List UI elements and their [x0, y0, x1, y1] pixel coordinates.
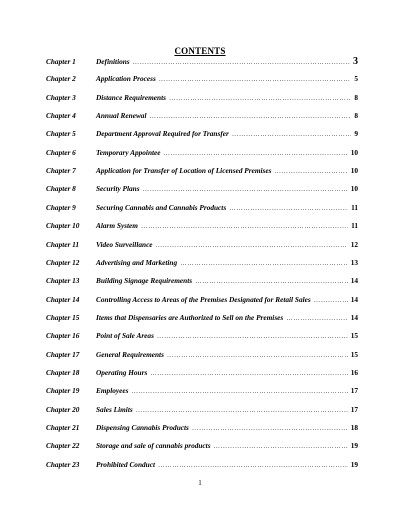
chapter-title: Employees	[96, 386, 129, 395]
page-number: 14	[350, 295, 358, 304]
chapter-number: Chapter 21	[46, 423, 80, 432]
page-number: 5	[354, 74, 358, 83]
chapter-number: Chapter 12	[46, 258, 80, 267]
page-number: 3	[353, 56, 358, 67]
chapter-title: General Requirements	[96, 350, 164, 359]
page-number: 11	[351, 203, 358, 212]
page-number: 10	[350, 184, 358, 193]
page-number: 17	[350, 405, 358, 414]
chapter-number: Chapter 8	[46, 184, 76, 193]
toc-entry[interactable]	[46, 148, 358, 160]
toc-entry[interactable]	[46, 240, 358, 252]
dot-leader	[274, 168, 347, 175]
chapter-title: Definitions	[96, 57, 130, 66]
dot-leader	[214, 443, 348, 450]
dot-leader	[159, 76, 352, 83]
chapter-number: Chapter 14	[46, 295, 80, 304]
page-number: 17	[350, 386, 358, 395]
toc-entry[interactable]	[46, 111, 358, 123]
dot-leader	[131, 388, 347, 395]
chapter-number: Chapter 7	[46, 166, 76, 175]
toc-entry[interactable]	[46, 166, 358, 178]
toc-entry[interactable]	[46, 313, 358, 325]
chapter-number: Chapter 3	[46, 93, 76, 102]
toc-entry[interactable]	[46, 258, 358, 270]
page-number: 19	[350, 441, 358, 450]
page-number: 19	[350, 460, 358, 469]
chapter-number: Chapter 11	[46, 240, 80, 249]
chapter-title: Distance Requirements	[96, 93, 166, 102]
toc-entry[interactable]	[46, 423, 358, 435]
chapter-title: Video Surveillance	[96, 240, 153, 249]
chapter-number: Chapter 4	[46, 111, 76, 120]
chapter-title: Storage and sale of cannabis products	[96, 441, 211, 450]
page-number: 15	[350, 331, 358, 340]
chapter-number: Chapter 13	[46, 276, 80, 285]
page-number: 15	[350, 350, 358, 359]
toc-entry[interactable]	[46, 221, 358, 233]
dot-leader	[143, 186, 348, 193]
toc-entry[interactable]	[46, 295, 358, 307]
chapter-number: Chapter 16	[46, 331, 80, 340]
dot-leader	[286, 315, 347, 322]
chapter-title: Operating Hours	[96, 368, 148, 377]
toc-entry[interactable]	[46, 350, 358, 362]
page-number: 9	[354, 129, 358, 138]
toc-entry[interactable]	[46, 93, 358, 105]
dot-leader	[229, 205, 348, 212]
chapter-title: Prohibited Conduct	[96, 460, 155, 469]
dot-leader	[180, 260, 348, 267]
chapter-title: Sales Limits	[96, 405, 133, 414]
chapter-title: Controlling Access to Areas of the Premises Designated for Retail Sales	[96, 295, 311, 304]
chapter-title: Point of Sale Areas	[96, 331, 154, 340]
chapter-number: Chapter 1	[46, 57, 76, 66]
toc-entry[interactable]	[46, 331, 358, 343]
dot-leader	[157, 333, 348, 340]
dot-leader	[232, 131, 352, 138]
dot-leader	[195, 278, 348, 285]
chapter-number: Chapter 18	[46, 368, 80, 377]
chapter-title: Security Plans	[96, 184, 140, 193]
chapter-number: Chapter 22	[46, 441, 80, 450]
chapter-number: Chapter 9	[46, 203, 76, 212]
chapter-number: Chapter 2	[46, 74, 76, 83]
dot-leader	[314, 297, 348, 304]
chapter-title: Building Signage Requirements	[96, 276, 193, 285]
chapter-number: Chapter 15	[46, 313, 80, 322]
dot-leader	[136, 407, 348, 414]
dot-leader	[133, 59, 350, 66]
chapter-number: Chapter 23	[46, 460, 80, 469]
page-number: 12	[350, 240, 358, 249]
dot-leader	[141, 223, 348, 230]
dot-leader	[164, 150, 348, 157]
page-number: 13	[350, 258, 358, 267]
chapter-number: Chapter 5	[46, 129, 76, 138]
dot-leader	[156, 242, 348, 249]
page-number: 11	[351, 221, 358, 230]
toc-entry[interactable]	[46, 276, 358, 288]
chapter-title: Securing Cannabis and Cannabis Products	[96, 203, 227, 212]
footer-page-number: 1	[198, 479, 202, 487]
dot-leader	[169, 95, 351, 102]
page-number: 10	[350, 148, 358, 157]
page-number: 10	[350, 166, 358, 175]
toc-entry[interactable]	[46, 405, 358, 417]
chapter-number: Chapter 20	[46, 405, 80, 414]
chapter-number: Chapter 10	[46, 221, 80, 230]
dot-leader	[192, 425, 348, 432]
page-number: 14	[350, 313, 358, 322]
page-number: 16	[350, 368, 358, 377]
page-number: 18	[350, 423, 358, 432]
dot-leader	[167, 352, 348, 359]
chapter-title: Advertising and Marketing	[96, 258, 178, 267]
toc-entry[interactable]	[46, 129, 358, 141]
toc-entry[interactable]	[46, 368, 358, 380]
contents-heading: CONTENTS	[174, 46, 226, 56]
dot-leader	[150, 113, 352, 120]
chapter-title: Items that Dispensaries are Authorized to Sell on the Premises	[96, 313, 284, 322]
toc-entry[interactable]	[46, 74, 358, 86]
chapter-title: Application for Transfer of Location of Licensed Premises	[96, 166, 272, 175]
toc-entry[interactable]	[46, 56, 358, 68]
chapter-title: Dispensing Cannabis Products	[96, 423, 189, 432]
toc-entry[interactable]	[46, 441, 358, 453]
toc-entry[interactable]	[46, 184, 358, 196]
chapter-number: Chapter 17	[46, 350, 80, 359]
page-number: 14	[350, 276, 358, 285]
page-number: 8	[354, 111, 358, 120]
chapter-number: Chapter 19	[46, 386, 80, 395]
toc-entry[interactable]	[46, 203, 358, 215]
toc-entry[interactable]	[46, 386, 358, 398]
chapter-title: Annual Renewal	[96, 111, 147, 120]
chapter-title: Department Approval Required for Transfer	[96, 129, 229, 138]
chapter-title: Alarm System	[96, 221, 138, 230]
dot-leader	[158, 462, 348, 469]
chapter-title: Temporary Appointee	[96, 148, 161, 157]
chapter-number: Chapter 6	[46, 148, 76, 157]
page-number: 8	[354, 93, 358, 102]
dot-leader	[150, 370, 347, 377]
chapter-title: Application Process	[96, 74, 156, 83]
toc-entry[interactable]	[46, 460, 358, 472]
